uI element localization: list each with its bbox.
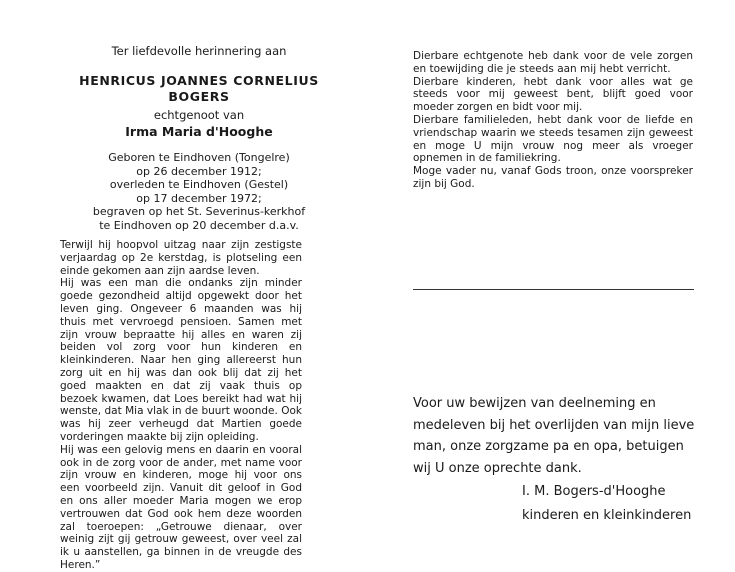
spouse-name: Irma Maria d'Hooghe [125,124,273,139]
burial-place: begraven op het St. Severinus-kerkhof [92,205,306,218]
farewell-text [413,50,693,191]
body-paragraph: Hij was een gelovig mens en daarin en vooral ook in de zorg voor de ander, met name voor zijn vrouw en kinderen, moge hij voor ons een voorbeeld zijn. Vanuit dit geloof in God en ons aller moeder Maria mogen we erop vertrouwen dat God ook hem deze woorden zal toeroepen: „Getrouwe dienaar, over weinig zijt gij getrouw geweest, over veel zal ik u aanstellen, ga binnen in de vreugde des Heren.” [60,443,302,571]
spouse-label: echtgenoot van [153,108,245,122]
thanks-text: Voor uw bewijzen van deelneming en medeleven bij het overlijden van mijn lieve man, onze zorgzame pa en opa, betuigen wij U onze oprechte dank. [413,396,695,476]
intro-text: Ter liefdevolle herinnering aan [111,44,287,58]
life-dates [60,151,338,232]
body-paragraph: Hij was een man die ondanks zijn minder goede gezondheid altijd opgewekt door het leven ging. Ongeveer 6 maanden was hij thuis met vervroegd pensioen. Samen met zijn vrouw bepraatte hij alles en waren zij beiden vol zorg voor hun kinderen en kleinkinderen. Naar hen ging allereerst hun zorg uit en hij was dan ook blij dat zij het goed maakten en dat zij vaak thuis op bezoek kwamen, dat Loes bereikt had wat hij wenste, dat Mia vlak in de buurt woonde. Ook was hij zeer verheugd dat Martien goede vorderingen maakte bij zijn opleiding. [60,277,302,443]
signature-family: kinderen en kleinkinderen [522,508,692,523]
farewell-paragraph: Dierbare familieleden, hebt dank voor de liefde en vriendschap waarin we steeds tesamen zijn geweest en moge U mijn vrouw nog meer als vroeger opnemen in de familiekring. [413,113,693,165]
divider-line [413,289,694,290]
signature-name: I. M. Bogers-d'Hooghe [522,484,666,499]
signature [522,480,691,528]
death-place: overleden te Eindhoven (Gestel) [109,178,289,191]
death-date: op 17 december 1972; [136,191,262,205]
farewell-paragraph: Moge vader nu, vanaf Gods troon, onze voorspreker zijn bij God. [413,165,693,190]
body-paragraph: Terwijl hij hoopvol uitzag naar zijn zestigste verjaardag op 2e kerstdag, is plotseling een einde gekomen aan zijn aardse leven. [60,239,302,277]
birth-place: Geboren te Eindhoven (Tongelre) [108,151,290,164]
birth-date: op 26 december 1912; [136,164,262,178]
memorial-header [60,44,338,232]
memorial-body [60,239,302,572]
deceased-name-line-2: BOGERS [168,89,230,104]
farewell-paragraph: Dierbare kinderen, hebt dank voor alles wat ge steeds voor mij geweest bent, blijft goed voor moeder zorgen en bidt voor mij. [413,75,693,114]
burial-date: te Eindhoven op 20 december d.a.v. [99,218,299,232]
farewell-paragraph: Dierbare echtgenote heb dank voor de vele zorgen en toewijding die je steeds aan mij hebt verricht. [413,50,693,75]
deceased-name-line-1: HENRICUS JOANNES CORNELIUS [79,73,319,88]
